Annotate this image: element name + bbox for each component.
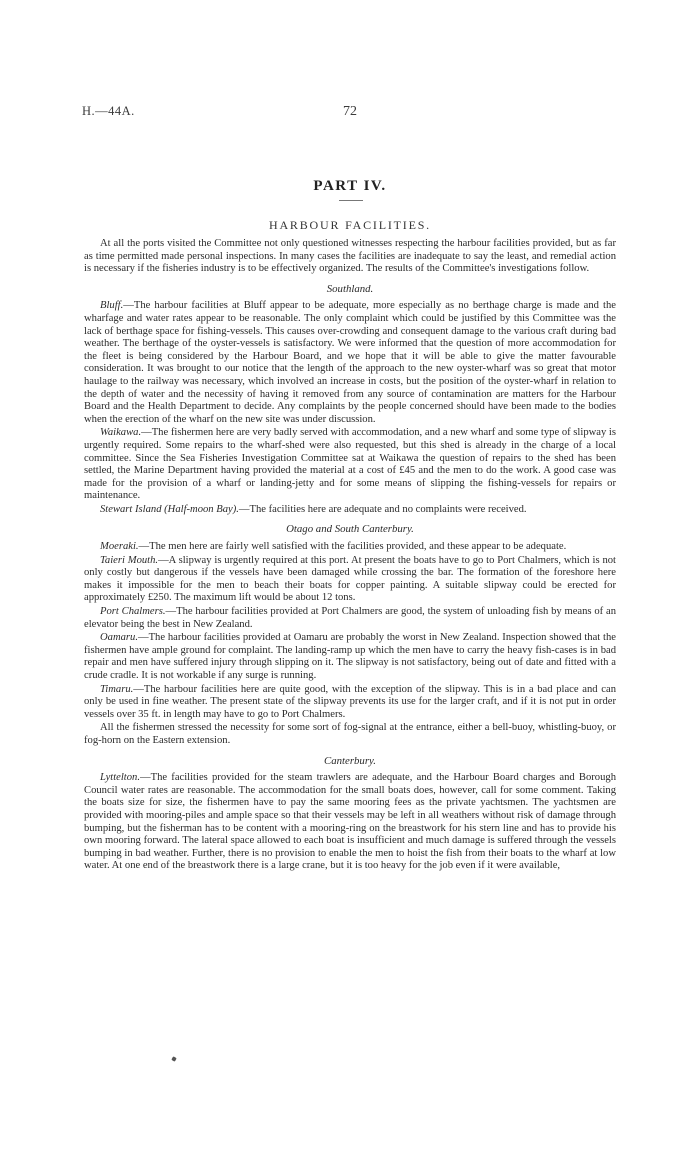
subheading-canterbury: Canterbury. — [324, 754, 376, 767]
paragraph-taieri-mouth — [84, 555, 616, 605]
scan-speck — [171, 1056, 176, 1061]
port-label-bluff: Bluff. — [100, 300, 124, 312]
section-title: HARBOUR FACILITIES. — [269, 218, 431, 232]
paragraph-text: —The facilities provided for the steam trawlers are adequate, and the Harbour Board charges and Borough Council water rates are reasonable. The accommodation for the small boats does, however, call for some comment. Taking the boats size for size, the fishermen have to pay the same mooring fees as the private yachtsmen. The yachtsmen are provided with mooring-piles and ample space so that their vessels may be left in all weathers without risk of damage through bumping, but the fisherman has to be content with a mooring-ring on the breastwork for his stern line and has to provide his own mooring forward. The lateral space allowed to each boat is insufficient and much damage is suffered through the vessels bumping in bad weather. Further, there is no provision to enable the men to hoist the fish from their boats to the wharf at low water. At one end of the breastwork there is a large crane, but it is too heavy for the job even if it were available, — [84, 772, 616, 872]
paragraph-waikawa — [84, 427, 616, 503]
intro-paragraph: At all the ports visited the Committee not only questioned witnesses respecting the harbour facilities provided, but as far as time permitted made personal inspections. In many cases the facilities are inadequate to say the least, and remedial action is necessary if the fisheries industry is to be effectively organized. The results of the Committee's investigations follow. — [84, 238, 616, 275]
paragraph-text: —The harbour facilities provided at Oamaru are probably the worst in New Zealand. Inspection showed that the fishermen have ample ground for complaint. The landing-ramp up which the men have to carry the heavy fish-cases is in bad repair and men have suffered injury through slipping on it. The slipway is not satisfactory, being out of date and fitted with a crude cradle. It is not workable if any surge is running. — [84, 632, 616, 681]
subheading-otago: Otago and South Canterbury. — [286, 523, 414, 536]
port-label-moeraki: Moeraki. — [100, 541, 139, 553]
page-number: 72 — [343, 104, 357, 119]
page-header — [82, 104, 618, 124]
paragraph-moeraki — [84, 541, 616, 554]
port-label-stewart-island: Stewart Island (Half-moon Bay). — [100, 503, 239, 515]
paragraph-text: —The facilities here are adequate and no complaints were received. — [238, 503, 527, 515]
paragraph-text: —The fishermen here are very badly served with accommodation, and a new wharf and some type of slipway is urgently required. Some repairs to the wharf-shed were also requested, but this shed is already in the charge of a local committee. Since the Sea Fisheries Investigation Committee sat at Waikawa the question of repairs to the shed has been settled, the Marine Department having provided the material at a cost of £45 and the men to do the work. A good case was made for the provision of a wharf or landing-jetty and for some means of slipping the fishing-vessels for repairs or maintenance. — [84, 427, 616, 502]
port-label-lyttelton: Lyttelton. — [100, 772, 140, 784]
paragraph-text: —The harbour facilities at Bluff appear to be adequate, more especially as no berthage charge is made and the wharfage and water rates appear to be reasonable. The only complaint which could be justified by this Committee was the lack of berthage space for fishing-vessels. This causes over-crowding and consequent damage to the various craft during bad weather. The berthage of the oyster-vessels is satisfactory. We were informed that the question of more accommodation for the fleet is being considered by the Harbour Board, and we hope that it will be able to give the matter favourable consideration. It was brought to our notice that the length of the approach to the new oyster-wharf was so great that motor haulage to the railway was necessary, which involved an increase in costs, but the position of the oyster-wharf in relation to the depth of water and the necessity of having it removed from any source of contamination are matters for the Harbour Board and the Health Department to decide. Any complaints by the people concerned should have been made to the bodies when the erection of the wharf on the new site was under discussion. — [84, 300, 616, 425]
port-label-oamaru: Oamaru. — [100, 632, 138, 644]
port-label-port-chalmers: Port Chalmers. — [100, 606, 166, 618]
paragraph-text: —A slipway is urgently required at this port. At present the boats have to go to Port Chalmers, which is not only costly but dangerous if the vessels have been damaged while crossing the bar. The formation of the foreshore here makes it impossible for the men to beach their boats for copper painting. A suitable slipway could be erected for approximately £250. The maximum lift would be about 12 tons. — [84, 554, 616, 604]
paragraph-port-chalmers — [84, 606, 616, 631]
part-title: PART IV. — [313, 178, 387, 194]
paragraph-bluff — [84, 300, 616, 426]
paragraph-stewart-island — [84, 504, 616, 517]
body-text — [84, 238, 616, 874]
paragraph-oamaru — [84, 632, 616, 682]
document-reference: H.—44A. — [82, 104, 135, 118]
title-divider — [339, 200, 363, 201]
subheading-southland: Southland. — [326, 282, 374, 295]
paragraph-timaru — [84, 684, 616, 722]
paragraph-lyttelton — [84, 772, 616, 873]
paragraph-text: —The men here are fairly well satisfied with the facilities provided, and these appear to be adequate. — [138, 541, 567, 553]
paragraph-text: —The harbour facilities provided at Port Chalmers are good, the system of unloading fish by means of an elevator being the best in New Zealand. — [84, 606, 616, 630]
paragraph-fog-signal: All the fishermen stressed the necessity for some sort of fog-signal at the entrance, either a bell-buoy, whistling-buoy, or fog-horn on the Eastern extension. — [84, 722, 616, 746]
port-label-waikawa: Waikawa. — [100, 427, 142, 439]
paragraph-text: —The harbour facilities here are quite good, with the exception of the slipway. This is in a bad place and can only be used in fine weather. The present state of the slipway prevents its use for the larger craft, and if it is not put in order vessels over 35 ft. in length may have to go to Port Chalmers. — [84, 683, 616, 720]
port-label-taieri-mouth: Taieri Mouth. — [100, 554, 159, 566]
port-label-timaru: Timaru. — [100, 683, 134, 695]
